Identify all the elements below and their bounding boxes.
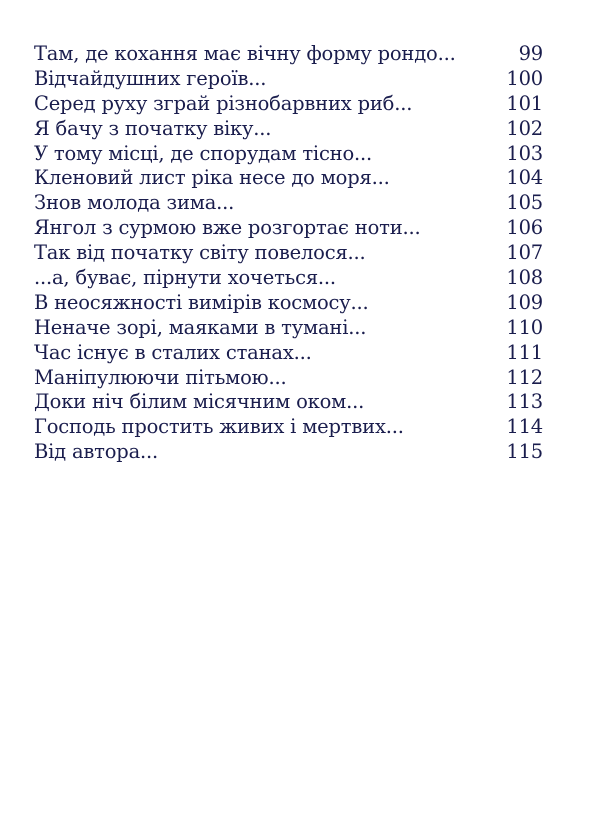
toc-entry-page: 100 <box>506 66 543 90</box>
toc-entry-title: Маніпулюючи пітьмою... <box>34 365 287 389</box>
toc-entry-page: 106 <box>506 216 543 240</box>
toc-entry-title: Так від початку світу повелося... <box>34 241 366 265</box>
toc-entry <box>34 390 543 415</box>
toc-entry <box>34 216 543 241</box>
toc-entry-page: 101 <box>506 91 543 115</box>
toc-entry-page: 107 <box>506 241 543 265</box>
toc-entry-title: Доки ніч білим місячним оком... <box>34 390 365 414</box>
toc-entry-title: Знов молода зима... <box>34 191 235 215</box>
toc-entry <box>34 191 543 216</box>
toc-entry <box>34 241 543 266</box>
toc-entry-title: Неначе зорі, маяками в тумані... <box>34 315 367 339</box>
toc-entry-title: Відчайдушних героїв... <box>34 66 267 90</box>
toc-entry-page: 110 <box>506 315 543 339</box>
toc-entry <box>34 415 543 440</box>
table-of-contents <box>34 42 543 465</box>
toc-entry <box>34 291 543 316</box>
toc-entry-page: 112 <box>506 365 543 389</box>
toc-entry-title: Янгол з сурмою вже розгортає ноти... <box>34 216 421 240</box>
toc-entry-page: 108 <box>506 266 543 290</box>
toc-entry <box>34 341 543 366</box>
toc-entry <box>34 117 543 142</box>
toc-entry-page: 104 <box>506 166 543 190</box>
toc-entry-page: 105 <box>506 191 543 215</box>
toc-entry-title: Кленовий лист ріка несе до моря... <box>34 166 390 190</box>
toc-entry-page: 114 <box>506 415 543 439</box>
toc-entry-title: Час існує в сталих станах... <box>34 340 312 364</box>
toc-entry <box>34 142 543 167</box>
toc-entry-page: 111 <box>506 340 543 364</box>
toc-entry-title: Я бачу з початку віку... <box>34 116 272 140</box>
toc-entry <box>34 440 543 465</box>
toc-entry-title: Господь простить живих і мертвих... <box>34 415 404 439</box>
toc-entry-page: 113 <box>506 390 543 414</box>
toc-entry <box>34 366 543 391</box>
toc-entry-page: 103 <box>506 141 543 165</box>
toc-entry <box>34 166 543 191</box>
toc-entry <box>34 316 543 341</box>
toc-entry-page: 99 <box>518 42 543 65</box>
toc-entry <box>34 67 543 92</box>
toc-entry <box>34 42 543 67</box>
toc-entry-title: Від автора... <box>34 440 159 464</box>
toc-entry-page: 109 <box>506 290 543 314</box>
toc-entry-title: Там, де кохання має вічну форму рондо... <box>34 42 456 65</box>
toc-entry-page: 115 <box>506 440 543 464</box>
toc-entry <box>34 92 543 117</box>
toc-entry-title: Серед руху зграй різнобарвних риб... <box>34 91 413 115</box>
toc-entry-page: 102 <box>506 116 543 140</box>
toc-entry-title: ...а, буває, пірнути хочеться... <box>34 266 336 290</box>
toc-entry-title: У тому місці, де спорудам тісно... <box>34 141 372 165</box>
toc-entry <box>34 266 543 291</box>
toc-entry-title: В неосяжності вимірів космосу... <box>34 290 369 314</box>
